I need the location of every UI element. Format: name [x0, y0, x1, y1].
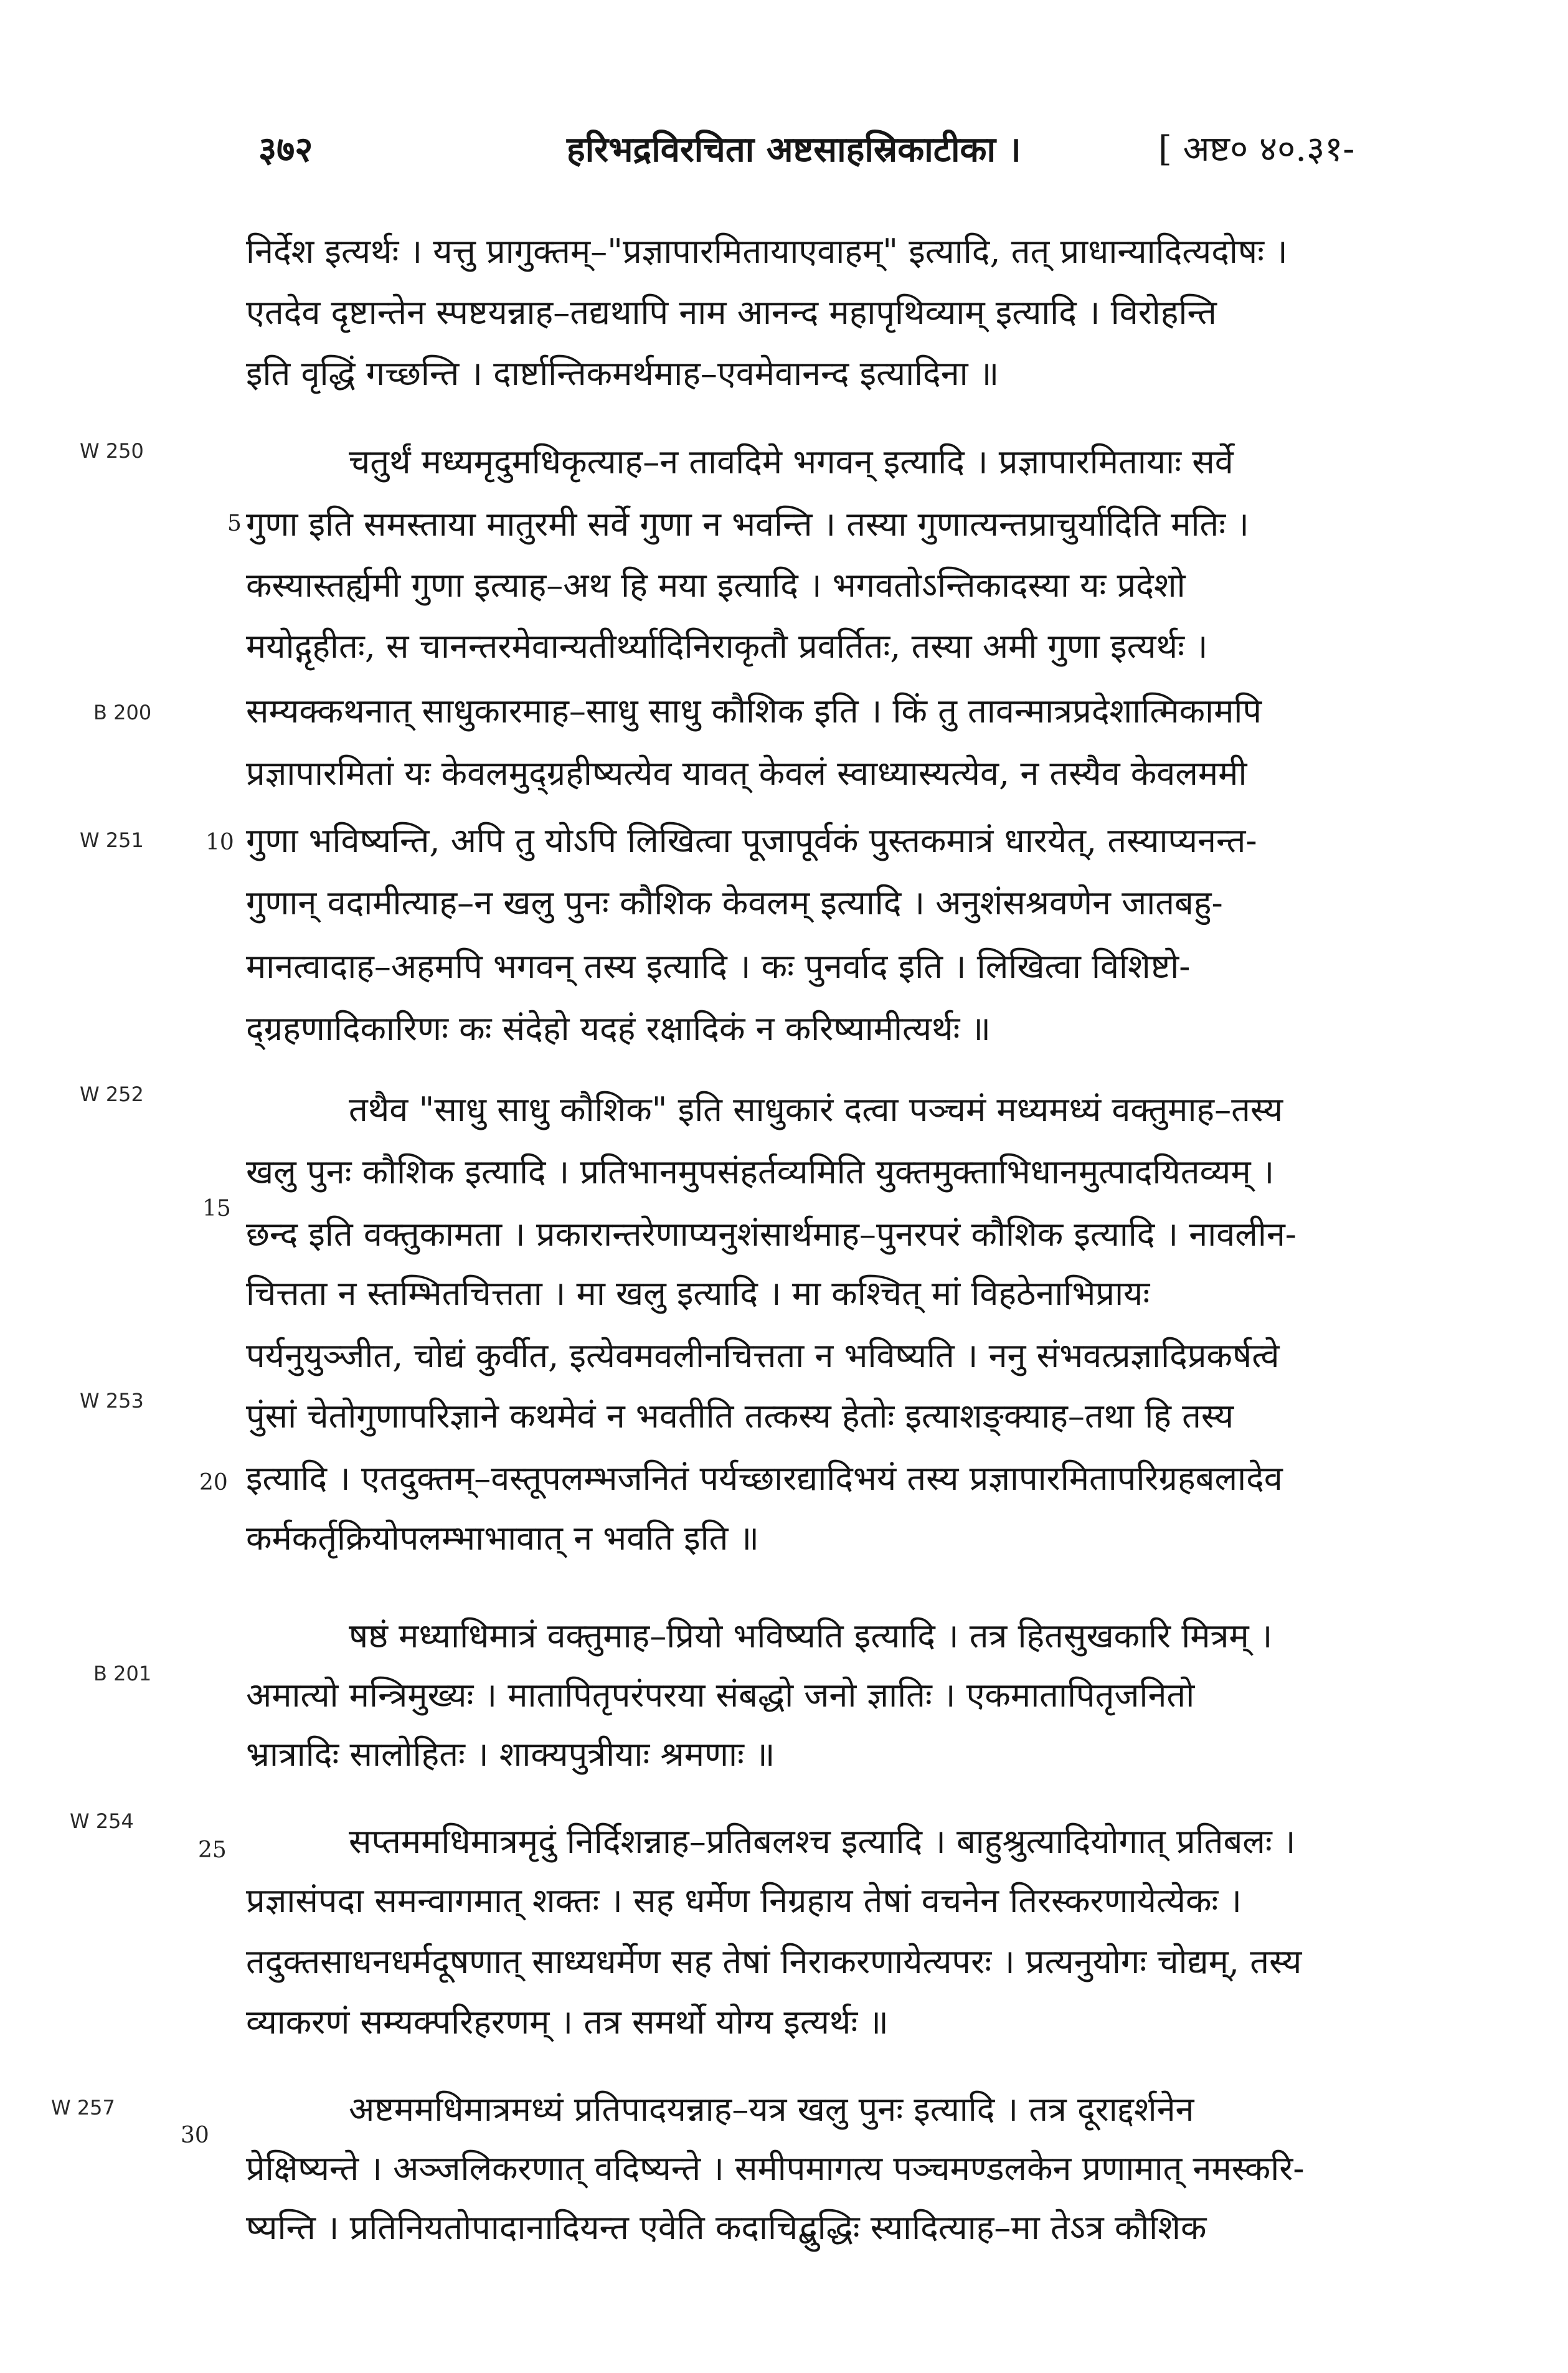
margin-siglum: W 251: [80, 828, 144, 852]
text-line: तथैव "साधु साधु कौशिक" इति साधुकारं दत्वा पञ्चमं मध्यमध्यं वक्तुमाह–तस्य: [349, 1090, 1283, 1129]
margin-siglum: W 250: [80, 439, 144, 463]
margin-siglum: B 201: [93, 1662, 152, 1685]
text-line: चित्तता न स्तम्भितचित्तता । मा खलु इत्यादि । मा कश्चित् मां विहठेनाभिप्रायः: [246, 1274, 1150, 1313]
text-line: सम्यक्कथनात् साधुकारमाह–साधु साधु कौशिक इति । किं तु तावन्मात्रप्रदेशात्मिकामपि: [246, 691, 1262, 731]
running-title: हरिभद्रविरचिता अष्टसाहस्रिकाटीका ।: [567, 129, 1021, 170]
line-number: 15: [202, 1196, 231, 1221]
line-number: 25: [198, 1837, 227, 1863]
text-line: गुणा इति समस्ताया मातुरमी सर्वे गुणा न भवन्ति । तस्या गुणात्यन्तप्राचुर्यादिति मतिः ।: [246, 504, 1249, 544]
text-line: प्रज्ञासंपदा समन्वागमात् शक्तः । सह धर्मेण निग्रहाय तेषां वचनेन तिरस्करणायेत्येकः ।: [246, 1881, 1242, 1920]
text-line: निर्देश इत्यर्थः । यत्तु प्रागुक्तम्–"प्रज्ञापारमितायाएवाहम्" इत्यादि, तत् प्राधान्यादित्यदोषः ।: [246, 232, 1288, 271]
text-line: इत्यादि । एतदुक्तम्–वस्तूपलम्भजनितं पर्यच्छारद्यादिभयं तस्य प्रज्ञापारमितापरिग्रहबलादेव: [246, 1459, 1283, 1498]
text-line: प्रेक्षिष्यन्ते । अञ्जलिकरणात् वदिष्यन्ते । समीपमागत्य पञ्चमण्डलकेन प्रणामात् नमस्करि-: [246, 2149, 1305, 2188]
text-line: द्ग्रहणादिकारिणः कः संदेहो यदहं रक्षादिकं न करिष्यामीत्यर्थः ॥: [246, 1009, 991, 1048]
line-number: 5: [227, 511, 242, 536]
text-line: मानत्वादाह–अहमपि भगवन् तस्य इत्यादि । कः पुनर्वाद इति । लिखित्वा विशिष्टो-: [246, 947, 1191, 986]
margin-siglum: B 200: [93, 701, 152, 724]
text-line: कर्मकर्तृक्रियोपलम्भाभावात् न भवति इति ॥: [246, 1518, 759, 1558]
text-line: कस्यास्तर्ह्यमी गुणा इत्याह–अथ हि मया इत्यादि । भगवतोऽन्तिकादस्या यः प्रदेशो: [246, 566, 1186, 605]
section-reference: [ अष्ट० ४०.३१-: [1158, 129, 1355, 169]
text-line: एतदेव दृष्टान्तेन स्पष्टयन्नाह–तद्यथापि नाम आनन्द महापृथिव्याम् इत्यादि । विरोहन्ति: [246, 293, 1217, 332]
text-line: गुणान् वदामीत्याह–न खलु पुनः कौशिक केवलम् इत्यादि । अनुशंसश्रवणेन जातबहु-: [246, 883, 1223, 922]
text-line: मयोद्गृहीतः, स चानन्तरमेवान्यतीर्थ्यादिनिराकृतौ प्रवर्तितः, तस्या अमी गुणा इत्यर्थः ।: [246, 627, 1208, 666]
line-number: 20: [199, 1470, 228, 1495]
text-line: छन्द इति वक्तुकामता । प्रकारान्तरेणाप्यनुशंसार्थमाह–पुनरपरं कौशिक इत्यादि । नावलीन-: [246, 1215, 1297, 1254]
margin-siglum: W 252: [80, 1082, 144, 1106]
margin-siglum: W 253: [80, 1389, 144, 1413]
text-line: चतुर्थं मध्यमृदुमधिकृत्याह–न तावदिमे भगवन् इत्यादि । प्रज्ञापारमितायाः सर्वे: [349, 442, 1234, 481]
line-number: 10: [205, 830, 234, 855]
text-line: भ्रात्रादिः सालोहितः । शाक्यपुत्रीयाः श्रमणाः ॥: [246, 1735, 775, 1774]
text-line: व्याकरणं सम्यक्परिहरणम् । तत्र समर्थो योग्य इत्यर्थः ॥: [246, 2002, 889, 2042]
page-number: ३७२: [258, 129, 313, 170]
margin-siglum: W 254: [70, 1809, 134, 1833]
text-line: पुंसां चेतोगुणापरिज्ञाने कथमेवं न भवतीति तत्कस्य हेतोः इत्याशङ्क्याह–तथा हि तस्य: [246, 1396, 1234, 1436]
text-line: पर्यनुयुञ्जीत, चोद्यं कुर्वीत, इत्येवमवलीनचित्तता न भविष्यति । ननु संभवत्प्रज्ञादिप्रकर्षत्वे: [246, 1336, 1280, 1375]
text-line: सप्तममधिमात्रमृदुं निर्दिशन्नाह–प्रतिबलश्च इत्यादि । बाहुश्रुत्यादियोगात् प्रतिबलः ।: [349, 1822, 1296, 1861]
margin-siglum: W 257: [51, 2096, 115, 2120]
text-line: गुणा भविष्यन्ति, अपि तु योऽपि लिखित्वा पूजापूर्वकं पुस्तकमात्रं धारयेत्, तस्याप्यनन्त-: [246, 821, 1257, 860]
text-line: तदुक्तसाधनधर्मदूषणात् साध्यधर्मेण सह तेषां निराकरणायेत्यपरः । प्रत्यनुयोगः चोद्यम्, तस्य: [246, 1942, 1302, 1981]
text-line: खलु पुनः कौशिक इत्यादि । प्रतिभानमुपसंहर्तव्यमिति युक्तमुक्ताभिधानमुत्पादयितव्यम् ।: [246, 1152, 1275, 1191]
text-line: प्रज्ञापारमितां यः केवलमुद्ग्रहीष्यत्येव यावत् केवलं स्वाध्यास्यत्येव, न तस्यैव केवलममी: [246, 754, 1247, 793]
line-number: 30: [181, 2123, 209, 2148]
text-line: इति वृद्धिं गच्छन्ति । दार्ष्टान्तिकमर्थमाह–एवमेवानन्द इत्यादिना ॥: [246, 354, 999, 393]
text-line: षष्ठं मध्याधिमात्रं वक्तुमाह–प्रियो भविष्यति इत्यादि । तत्र हितसुखकारि मित्रम् ।: [349, 1616, 1273, 1655]
text-line: अमात्यो मन्त्रिमुख्यः । मातापितृपरंपरया संबद्धो जनो ज्ञातिः । एकमातापितृजनितो: [246, 1675, 1195, 1715]
text-line: ष्यन्ति । प्रतिनियतोपादानादियन्त एवेति कदाचिद्बुद्धिः स्यादित्याह–मा तेऽत्र कौशिक: [246, 2208, 1207, 2247]
text-line: अष्टममधिमात्रमध्यं प्रतिपादयन्नाह–यत्र खलु पुनः इत्यादि । तत्र दूराद्दर्शनेन: [349, 2090, 1194, 2129]
